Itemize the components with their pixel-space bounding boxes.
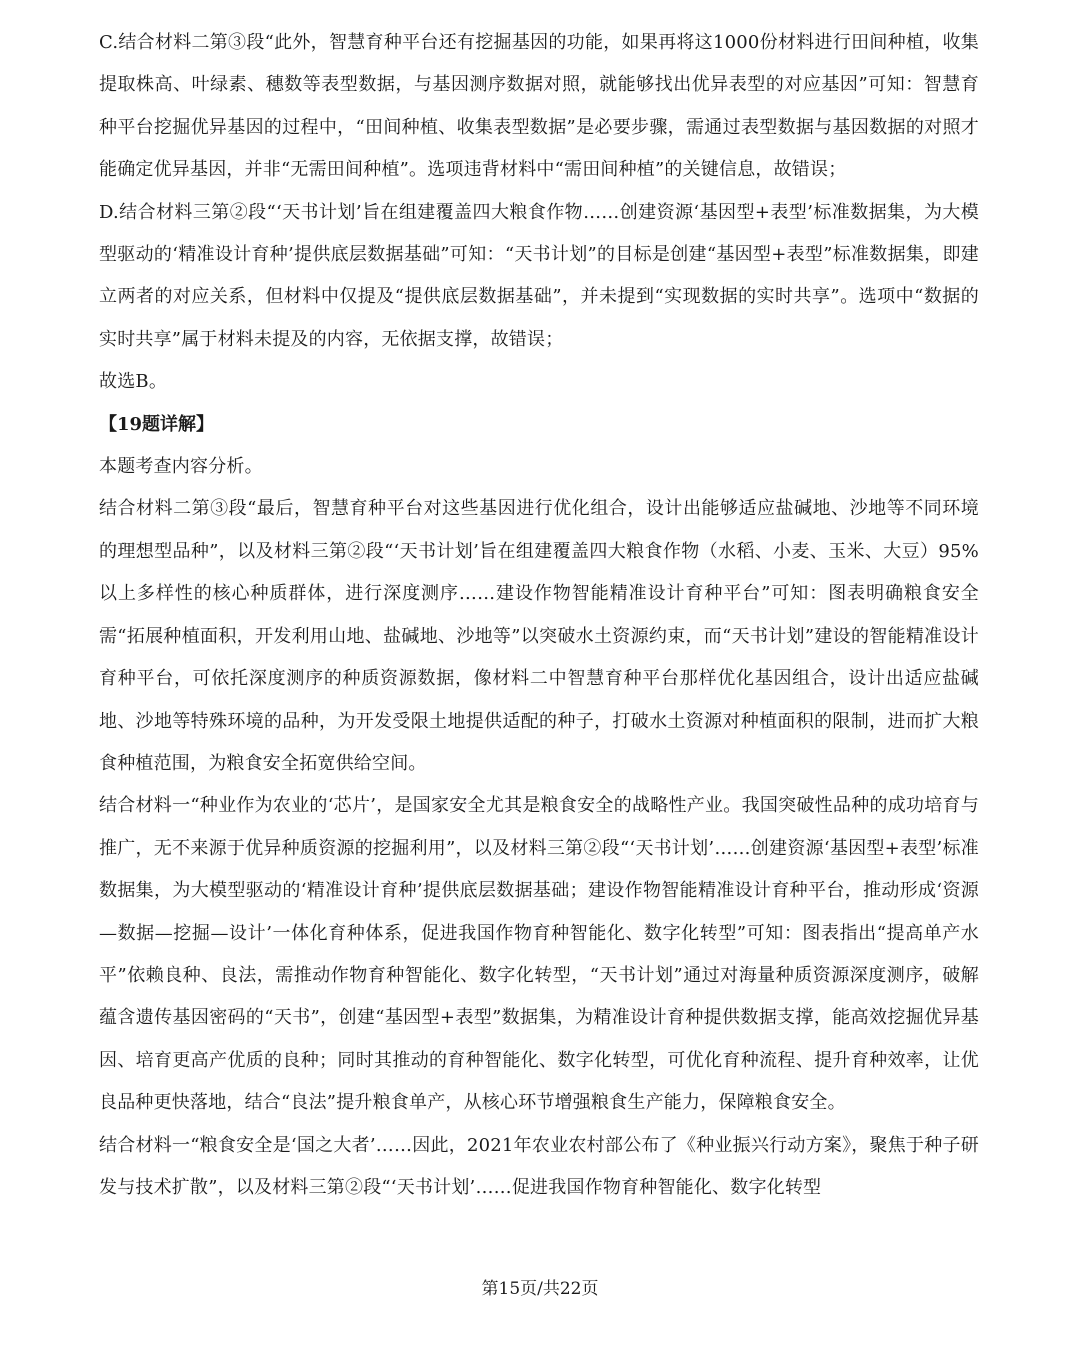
paragraph-option-d: D.结合材料三第②段“‘天书计划’旨在组建覆盖四大粮食作物……创建资源‘基因型+表型’标准数据集，为大模型驱动的‘精准设计育种’提供底层数据基础”可知：“天书计划”的目标是创建“基因型+表型”标准数据集，即建立两者的对应关系，但材料中仅提及“提供底层数据基础”，并未提到“实现数据的实时共享”。选项中“数据的实时共享”属于材料未提及的内容，无依据支撑，故错误； (99, 201, 979, 350)
paragraph-analysis-3: 结合材料一“粮食安全是‘国之大者’……因此，2021年农业农村部公布了《种业振兴行动方案》，聚焦于种子研发与技术扩散”，以及材料三第②段“‘天书计划’……促进我国作物育种智能化、数字化转型 (99, 1134, 979, 1198)
paragraph-intro: 本题考查内容分析。 (99, 456, 263, 478)
section-heading: 【19题详解】 (99, 413, 215, 435)
paragraph-answer: 故选B。 (99, 371, 168, 393)
page-number-footer: 第15页/共22页 (481, 1279, 599, 1299)
paragraph-analysis-2: 结合材料一“种业作为农业的‘芯片’，是国家安全尤其是粮食安全的战略性产业。我国突破性品种的成功培育与推广，无不来源于优异种质资源的挖掘利用”，以及材料三第②段“‘天书计划’……创建资源‘基因型+表型’标准数据集，为大模型驱动的‘精准设计育种’提供底层数据基础；建设作物智能精准设计育种平台，推动形成‘资源—数据—挖掘—设计’一体化育种体系，促进我国作物育种智能化、数字化转型”可知：图表指出“提高单产水平”依赖良种、良法，需推动作物育种智能化、数字化转型，“天书计划”通过对海量种质资源深度测序，破解蕴含遗传基因密码的“天书”，创建“基因型+表型”数据集，为精准设计育种提供数据支撑，能高效挖掘优异基因、培育更高产优质的良种；同时其推动的育种智能化、数字化转型，可优化育种流程、提升育种效率，让优良品种更快落地，结合“良法”提升粮食单产，从核心环节增强粮食生产能力，保障粮食安全。 (99, 795, 979, 1114)
document-body (99, 22, 979, 1209)
paragraph-option-c: C.结合材料二第③段“此外，智慧育种平台还有挖掘基因的功能，如果再将这1000份材料进行田间种植，收集提取株高、叶绿素、穗数等表型数据，与基因测序数据对照，就能够找出优异表型的对应基因”可知：智慧育种平台挖掘优异基因的过程中，“田间种植、收集表型数据”是必要步骤，需通过表型数据与基因数据的对照才能确定优异基因，并非“无需田间种植”。选项违背材料中“需田间种植”的关键信息，故错误； (99, 32, 979, 181)
paragraph-analysis-1: 结合材料二第③段“最后，智慧育种平台对这些基因进行优化组合，设计出能够适应盐碱地、沙地等不同环境的理想型品种”，以及材料三第②段“‘天书计划’旨在组建覆盖四大粮食作物（水稻、小麦、玉米、大豆）95%以上多样性的核心种质群体，进行深度测序……建设作物智能精准设计育种平台”可知：图表明确粮食安全需“拓展种植面积，开发利用山地、盐碱地、沙地等”以突破水土资源约束，而“天书计划”建设的智能精准设计育种平台，可依托深度测序的种质资源数据，像材料二中智慧育种平台那样优化基因组合，设计出适应盐碱地、沙地等特殊环境的品种，为开发受限土地提供适配的种子，打破水土资源对种植面积的限制，进而扩大粮食种植范围，为粮食安全拓宽供给空间。 (99, 498, 979, 774)
